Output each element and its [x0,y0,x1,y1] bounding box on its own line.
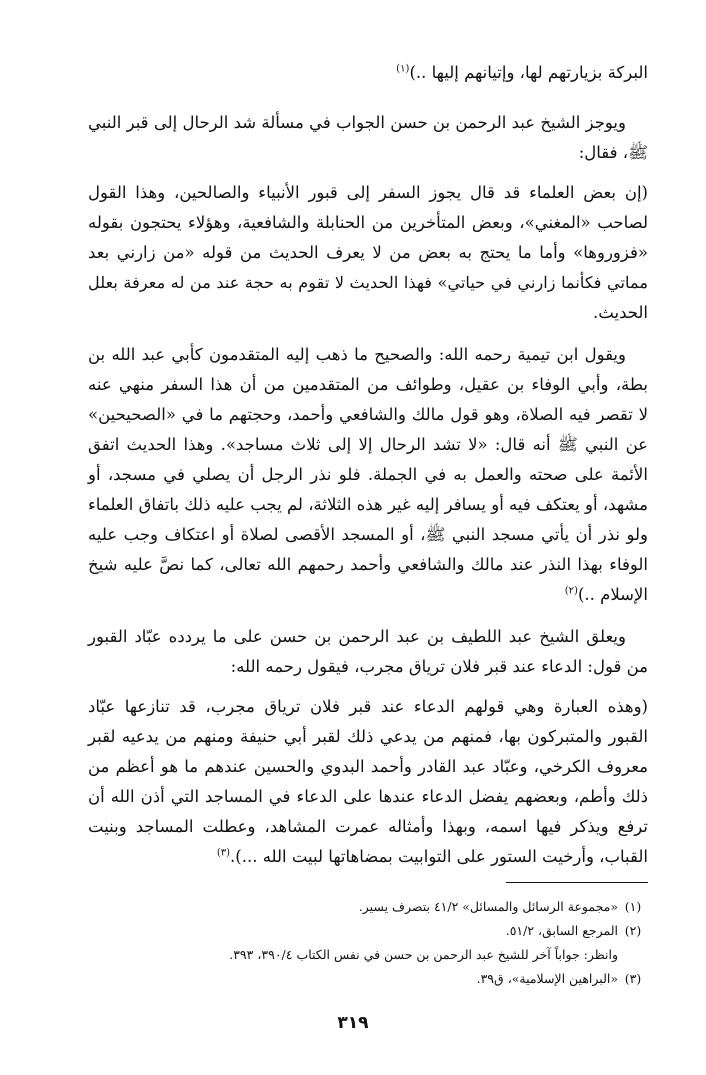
paragraph-line: الإسلام ..)$^{(٢)}$ [564,585,648,604]
paragraph-line: «فزوروها» وأما ما يحتج به بعض من لا يعرف الحديث من قوله «من زارني بعد [88,243,648,262]
footnote [88,920,648,942]
footnote [88,896,648,918]
footnote-number: (٣) [624,971,642,986]
paragraph-line: مشهد، أو يعتكف فيه أو يسافر إليه غير هذه الثلاثة، لم يجب عليه ذلك باتفاق العلماء [88,495,648,514]
paragraph-line: ترفع ويذكر فيها اسمه، وبهذا وأمثاله عمرت المشاهد، وعطلت المساجد وبنيت [88,817,648,836]
paragraph-line: الحديث. [593,303,648,322]
footnote-continuation [88,944,648,966]
footnote-marker: (٢) [564,585,578,597]
footnote-text: المرجع السابق، ٥١/٢. [505,923,618,938]
paragraph-line: لا تقصر فيه الصلاة، وهو قول مالك والشافعي وأحمد، وحجتهم ما في «الصحيحين» [88,405,648,424]
paragraph-line: القباب، وأرخيت الستور على التوابيت بمضاهاتها لبيت الله ...).$^{(٣)}$ [216,847,648,866]
paragraph-line: ولو نذر أن يأتي مسجد النبي ﷺ، أو المسجد الأقصى لصلاة أو اعتكاف وجب عليه [88,525,648,544]
paragraph-line: بطة، وأبي الوفاء بن عقيل، وطوائف من المتقدمين من أن هذا السفر منهي عنه [88,375,648,394]
paragraph-line: ويقول ابن تيمية رحمه الله: والصحيح ما ذهب إليه المتقدمون كأبي عبد الله بن [88,345,626,364]
footnote-number: (١) [624,899,642,914]
footnote-text: وانظر: جواباً آخر للشيخ عبد الرحمن بن حسن في نفس الكتاب ٣٩٠/٤، ٣٩٣. [229,947,618,962]
footnote-number: (٢) [624,923,642,938]
footnote-text: «مجموعة الرسائل والمسائل» ٤١/٢ بتصرف يسير. [358,899,618,914]
footnote-text: «البراهين الإسلامية»، ق٣٩. [476,971,618,986]
paragraph-line: معروف الكرخي، وعبّاد عبد القادر وأحمد البدوي والحسين عندهم ما هو أعظم من [88,757,648,776]
paragraph-line: من قول: الدعاء عند قبر فلان ترياق مجرب، فيقول رحمه الله: [230,657,648,676]
footnote-separator [506,882,648,883]
paragraph-line: ﷺ، فقال: [578,143,648,162]
paragraph-line: ذلك وأطم، وبعضهم يفضل الدعاء عندها على الدعاء في المساجد التي أذن الله أن [88,787,648,806]
footnote-marker: (١) [396,63,410,75]
paragraph-line: الأئمة على صحته والعمل به في الجملة. فلو نذر الرجل أن يصلي في مسجد، أو [88,465,648,484]
footnote [88,968,648,990]
paragraph-line: البركة بزيارتهم لها، وإتيانهم إليها ..)$^{(١)}$ [396,63,648,82]
paragraph-line: (وهذه العبارة وهي قولهم الدعاء عند قبر فلان ترياق مجرب، قد تنازعها عبّاد [88,697,648,716]
paragraph-line: عن النبي ﷺ أنه قال: «لا تشد الرحال إلا إلى ثلاث مساجد». وهذا الحديث اتفق [88,435,648,454]
paragraph-line: لصاحب «المغني»، وبعض المتأخرين من الحنابلة والشافعية، وهؤلاء يحتجون بقوله [88,213,648,232]
paragraph-line: ويعلق الشيخ عبد اللطيف بن عبد الرحمن بن حسن على ما يردده عبّاد القبور [88,627,626,646]
paragraph-line: (إن بعض العلماء قد قال يجوز السفر إلى قبور الأنبياء والصالحين، وهذا القول [88,183,648,202]
paragraph-line: الوفاء بهذا النذر عند مالك والشافعي وأحمد رحمهم الله تعالى، كما نصَّ عليه شيخ [88,555,648,574]
paragraph-line: القبور والمتبركون بها، فمنهم من يدعي ذلك لقبر أبي حنيفة ومنهم من يدعيه لقبر [88,727,648,746]
page-number: ٣١٩ [337,1013,369,1033]
paragraph-line: ويوجز الشيخ عبد الرحمن بن حسن الجواب في مسألة شد الرحال إلى قبر النبي [88,113,626,132]
footnote-marker: (٣) [216,847,231,859]
paragraph-line: مماتي فكأنما زارني في حياتي» فهذا الحديث لا تقوم به حجة عند من له معرفة بعلل [88,273,648,292]
